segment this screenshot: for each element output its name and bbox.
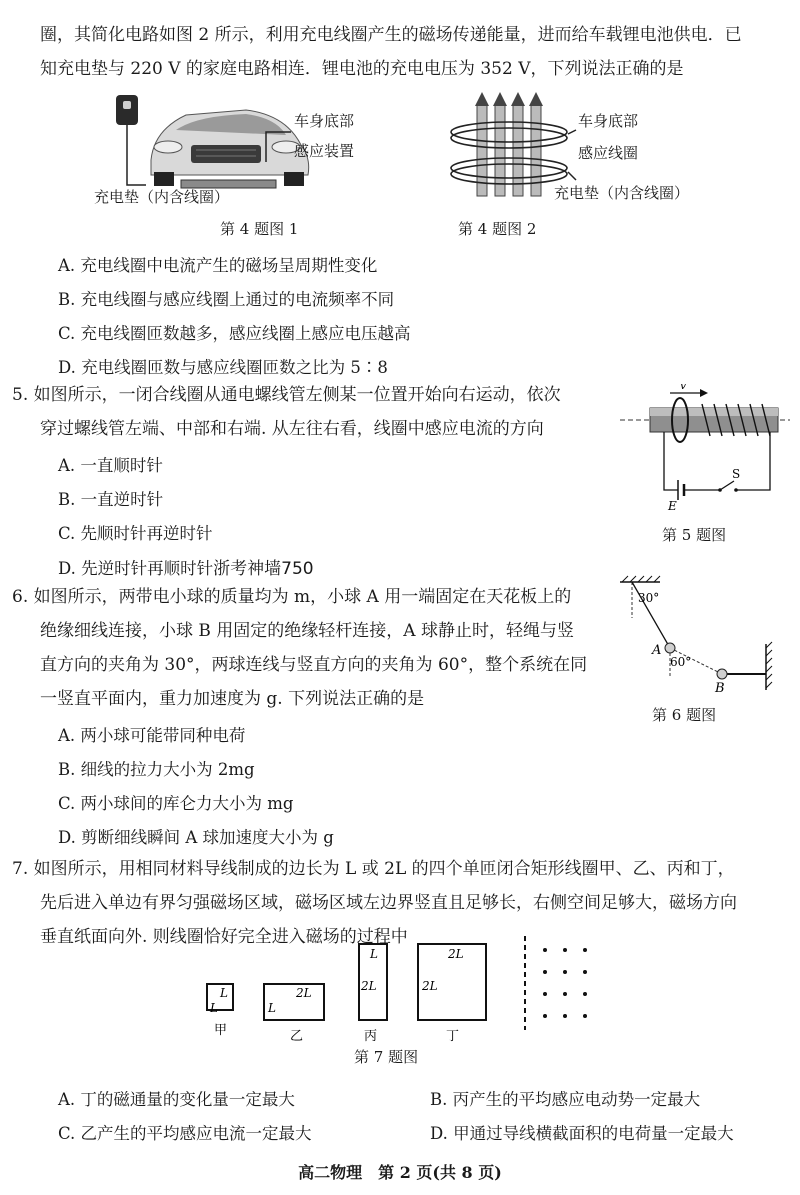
q4-option-c: C. 充电线圈匝数越多，感应线圈上感应电压越高 [58,324,411,343]
q7-jia-name: 甲 [214,1023,228,1038]
q7-line-1: 7. 如图所示，用相同材料导线制成的边长为 L 或 2L 的四个单匝闭合矩形线圈甲、乙、丙和丁， [12,859,735,879]
q4-fig1-label-pad: 充电垫（内含线圈） [94,188,230,206]
q7-bing-side: 2L [361,979,377,993]
q7-jia-top: L [220,986,228,1000]
q5-fig-v-label: v [680,384,687,392]
q6-option-b: B. 细线的拉力大小为 2mg [58,760,255,779]
q5-line-1: 5. 如图所示，一闭合线圈从通电螺线管左侧某一位置开始向右运动，依次 [12,385,561,405]
q4-option-d: D. 充电线圈匝数与感应线圈匝数之比为 5∶8 [58,358,388,377]
q4-fig2-label-pad: 充电垫（内含线圈） [554,184,690,202]
q5-fig-s-label: S [732,467,741,481]
q4-fig1-label-device: 感应装置 [294,142,355,160]
q6-line-2: 绝缘细线连接，小球 B 用固定的绝缘轻杆连接，A 球静止时，轻绳与竖 [40,621,574,641]
q5-line-2: 穿过螺线管左端、中部和右端. 从左往右看，线圈中感应电流的方向 [40,419,544,439]
q6-option-d: D. 剪断细线瞬间 A 球加速度大小为 g [58,828,334,847]
q7-yi-side: L [268,1001,276,1015]
q5-option-d [58,554,314,579]
q6-option-c: C. 两小球间的库仑力大小为 mg [58,794,294,813]
q7-yi-name: 乙 [290,1029,304,1044]
q7-bing-top: L [370,947,378,961]
q7-bing-name: 丙 [364,1029,378,1044]
q4-fig2-label-bottom: 车身底部 [578,112,639,130]
q5-option-d-text: D. 先逆时针再顺时针 [58,559,214,578]
q4-option-a: A. 充电线圈中电流产生的磁场呈周期性变化 [58,256,378,275]
q7-yi-top: 2L [296,986,312,1000]
q5-fig-caption: 第 5 题图 [662,526,727,544]
q6-figure [610,574,785,694]
q7-ding-name: 丁 [446,1029,460,1044]
q6-fig-label-b: B [715,681,725,694]
q4-fig2-label-coil: 感应线圈 [578,144,639,162]
q7-option-d: D. 甲通过导线横截面积的电荷量一定最大 [430,1124,734,1143]
q4-option-b: B. 充电线圈与感应线圈上通过的电流频率不同 [58,290,395,309]
q6-line-1: 6. 如图所示，两带电小球的质量均为 m，小球 A 用一端固定在天花板上的 [12,587,572,607]
q5-fig-e-label: E [668,499,677,513]
q7-line-2: 先后进入单边有界匀强磁场区域，磁场区域左边界竖直且足够长，右侧空间足够大，磁场方向 [40,893,737,913]
q7-figure [190,930,610,1054]
q7-fig-caption: 第 7 题图 [354,1048,419,1066]
q7-option-a: A. 丁的磁通量的变化量一定最大 [58,1090,295,1109]
q4-fig1-label-bottom: 车身底部 [294,112,355,130]
q7-line-3: 垂直纸面向外. 则线圈恰好完全进入磁场的过程中 [40,927,408,947]
q5-figure [620,384,795,514]
watermark: 浙考神墙750 [213,559,314,579]
q7-ding-side: 2L [422,979,438,993]
q4-fig2-caption: 第 4 题图 2 [458,220,537,238]
q5-option-c: C. 先顺时针再逆时针 [58,524,213,543]
q7-option-b: B. 丙产生的平均感应电动势一定最大 [430,1090,701,1109]
q5-option-b: B. 一直逆时针 [58,490,164,509]
q6-option-a: A. 两小球可能带同种电荷 [58,726,246,745]
intro-line-1: 圈，其简化电路如图 2 所示，利用充电线圈产生的磁场传递能量，进而给车载锂电池供电．已 [40,25,742,45]
q6-line-4: 一竖直平面内，重力加速度为 g. 下列说法正确的是 [40,689,425,709]
q6-line-3: 直方向的夹角为 30°，两球连线与竖直方向的夹角为 60°，整个系统在同 [40,655,588,675]
intro-line-2: 知充电垫与 220 V 的家庭电路相连．锂电池的充电电压为 352 V，下列说法正确的是 [40,59,684,79]
q6-fig-angle-30: 30° [638,591,660,605]
page-footer: 高二物理 第 2 页(共 8 页) [298,1163,502,1182]
q6-fig-label-a: A [652,643,662,658]
q6-fig-caption: 第 6 题图 [652,706,717,724]
q5-option-a: A. 一直顺时针 [58,456,163,475]
q6-fig-angle-60: 60° [670,655,692,669]
q4-fig1-caption: 第 4 题图 1 [220,220,299,238]
q7-jia-side: L [210,1001,218,1015]
q7-ding-top: 2L [448,947,464,961]
q7-option-c: C. 乙产生的平均感应电流一定最大 [58,1124,312,1143]
